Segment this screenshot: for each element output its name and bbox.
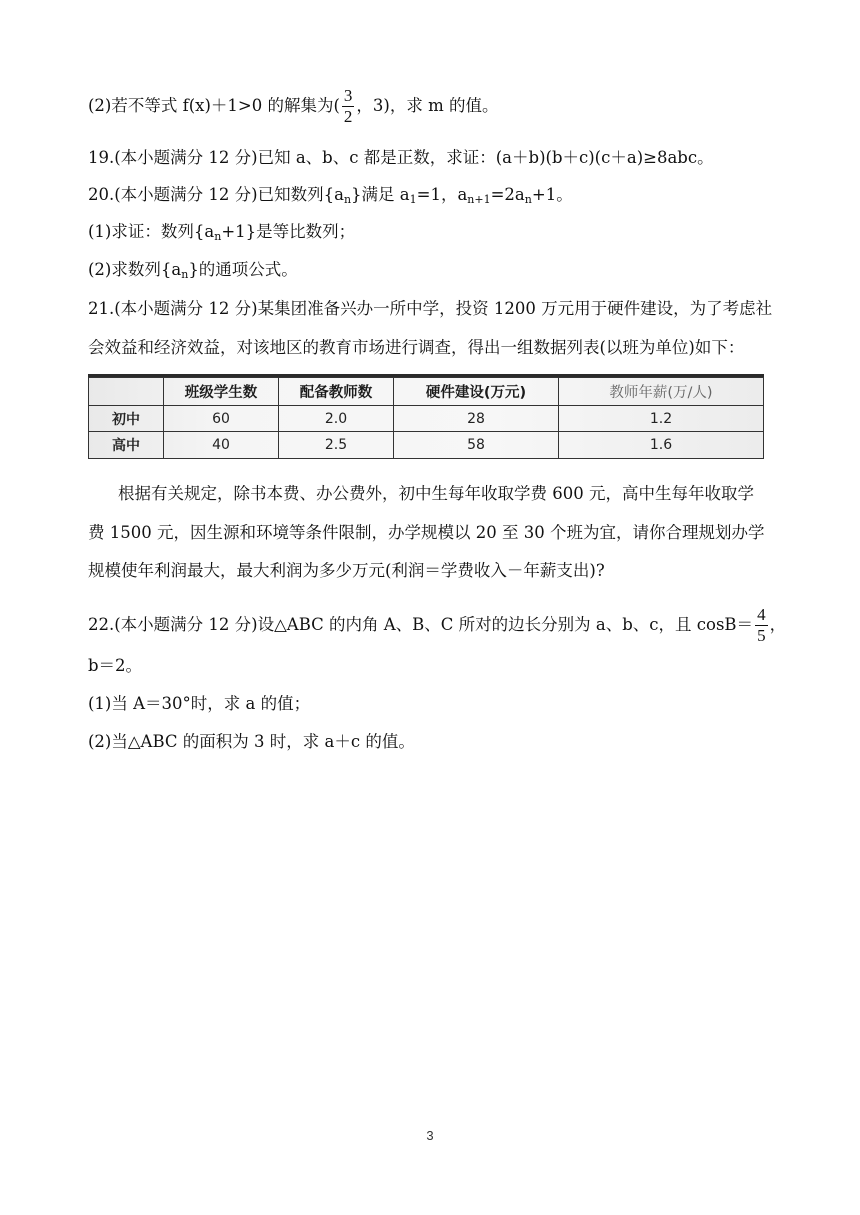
table-header-cell: 配备教师数 [279,378,394,406]
q21-para-line2: 费 1500 元，因生源和环境等条件限制，办学规模以 20 至 30 个班为宜，请你合理规划办学 [88,523,765,542]
q22-part2: (2)当△ABC 的面积为 3 时，求 a＋c 的值。 [88,732,415,751]
q19-text: 19.(本小题满分 12 分)已知 a、b、c 都是正数，求证：(a＋b)(b＋c)(c＋a)≥8abc。 [88,148,714,167]
q20-stem-text: =2a [490,185,525,204]
table-cell: 1.6 [559,432,764,459]
subscript: 1 [409,193,417,206]
table-cell: 2.5 [279,432,394,459]
table-header-cell [89,378,164,406]
q20-part1-text: +1}是等比数列； [221,222,356,241]
q18-part2-prefix: (2)若不等式 f(x)＋1>0 的解集为( [88,96,340,115]
q20-part2-text: (2)求数列{a [88,260,182,279]
fraction-numerator: 4 [757,605,766,624]
table-cell: 2.0 [279,405,394,432]
q21-line2: 会效益和经济效益，对该地区的教育市场进行调查，得出一组数据列表(以班为单位)如下： [88,338,745,357]
q20-stem-text: +1。 [531,185,573,204]
q18-part2 [88,86,776,127]
q20-part2 [88,258,776,287]
fraction-denominator: 5 [757,626,766,645]
q22-line2: b＝2。 [88,656,143,675]
q20-stem [88,183,776,212]
table-header-row [89,378,764,406]
q20-part2-text: }的通项公式。 [188,260,298,279]
table-cell: 1.2 [559,405,764,432]
subscript: n [524,193,532,206]
school-data-table [88,374,764,459]
q20-stem-text: =1，a [416,185,468,204]
q21-line1: 21.(本小题满分 12 分)某集团准备兴办一所中学，投资 1200 万元用于硬件建设，为了考虑社 [88,299,773,318]
table-cell: 58 [394,432,559,459]
q21-para-line3: 规模使年利润最大，最大利润为多少万元(利润＝学费收入－年薪支出)? [88,561,605,580]
table-row [89,432,764,459]
table-row-label: 高中 [89,432,164,459]
fraction-denominator: 2 [343,107,353,126]
table-header-cell: 班级学生数 [164,378,279,406]
q21-para-line1: 根据有关规定，除书本费、办公费外，初中生每年收取学费 600 元，高中生每年收取学 [118,484,754,503]
subscript: n [343,193,352,206]
q20-stem-text: 20.(本小题满分 12 分)已知数列{a [88,185,344,204]
table-cell: 60 [164,405,279,432]
q22-stem-text: ， [769,615,787,634]
fraction-three-halves [342,86,355,127]
q20-part1-text: (1)求证：数列{a [88,222,215,241]
subscript: n+1 [467,193,491,206]
q22-stem [88,605,787,646]
q22-stem-text: 22.(本小题满分 12 分)设△ABC 的内角 A、B、C 所对的边长分别为 a、b、c，且 cosB＝ [88,615,754,634]
table-header-cell: 硬件建设(万元) [394,378,559,406]
q22-part1: (1)当 A＝30°时，求 a 的值； [88,694,311,713]
table-row [89,405,764,432]
table-header-cell: 教师年薪(万/人) [559,378,764,406]
page-number: 3 [426,1128,434,1143]
subscript: n [214,230,222,243]
table-cell: 40 [164,432,279,459]
q18-part2-suffix: ，3)，求 m 的值。 [356,96,499,115]
q20-stem-text: }满足 a [351,185,410,204]
q20-part1 [88,220,776,249]
subscript: n [181,268,189,281]
table-row-label: 初中 [89,405,164,432]
fraction-numerator: 3 [343,86,353,105]
fraction-four-fifths [755,605,768,646]
table-cell: 28 [394,405,559,432]
